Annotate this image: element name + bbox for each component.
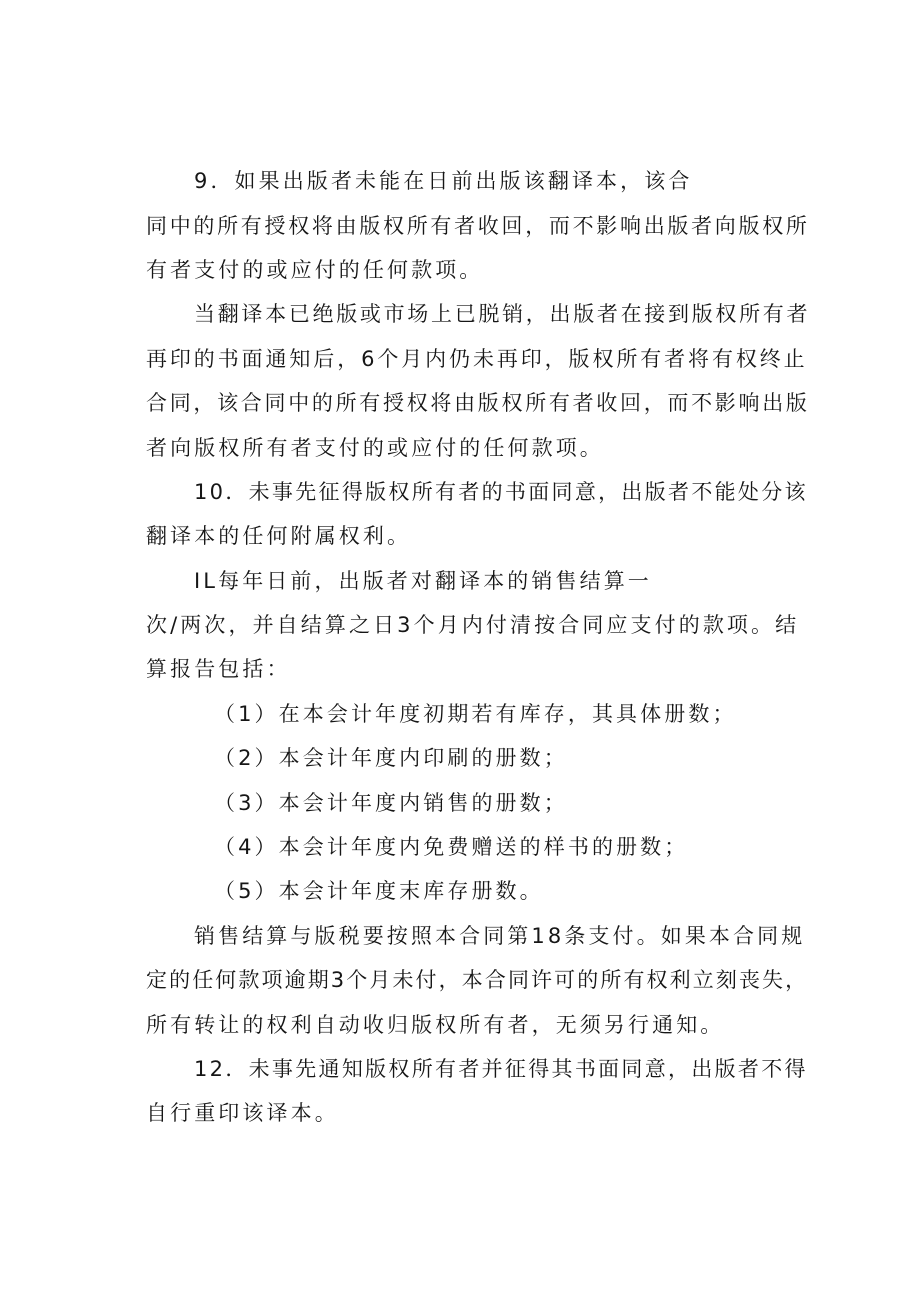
clause-11-line-1: IL每年日前，出版者对翻译本的销售结算一 (194, 569, 652, 593)
clause-9-line-1: 9．如果出版者未能在日前出版该翻译本，该合 (194, 169, 693, 193)
report-item: （5）本会计年度末库存册数。 (214, 879, 544, 903)
clause-9-para2-line-4: 者向版权所有者支付的或应付的任何款项。 (146, 436, 604, 460)
clause-9-line-3: 有者支付的或应付的任何款项。 (146, 258, 484, 282)
report-item: （2）本会计年度内印刷的册数； (214, 746, 568, 770)
clause-9-line-2: 同中的所有授权将由版权所有者收回，而不影响出版者向版权所 (146, 214, 810, 238)
clause-10-line-1: 10．未事先征得版权所有者的书面同意，出版者不能处分该 (194, 480, 808, 504)
clause-12-line-2: 自行重印该译本。 (146, 1101, 339, 1125)
clause-9-para2-line-3: 合同，该合同中的所有授权将由版权所有者收回，而不影响出版 (146, 391, 810, 415)
clause-9-para2-line-1: 当翻译本已绝版或市场上已脱销，出版者在接到版权所有者 (194, 302, 811, 326)
report-item: （3）本会计年度内销售的册数； (214, 791, 568, 815)
clause-11-para2-line-3: 所有转让的权利自动收归版权所有者，无须另行通知。 (146, 1013, 725, 1037)
report-item: （1）在本会计年度初期若有库存，其具体册数； (214, 702, 737, 726)
clause-11-para2-line-1: 销售结算与版税要按照本合同第18条支付。如果本合同规 (194, 924, 806, 948)
clause-12-line-1: 12．未事先通知版权所有者并征得其书面同意，出版者不得 (194, 1057, 808, 1081)
clause-10-line-2: 翻译本的任何附属权利。 (146, 524, 412, 548)
clause-11-line-2: 次/两次，并自结算之日3个月内付清按合同应支付的款项。结 (146, 613, 800, 637)
clause-11-para2-line-2: 定的任何款项逾期3个月未付，本合同许可的所有权利立刻丧失， (146, 968, 809, 992)
clause-11-line-3: 算报告包括： (146, 657, 291, 681)
report-item: （4）本会计年度内免费赠送的样书的册数； (214, 835, 689, 859)
clause-9-para2-line-2: 再印的书面通知后，6个月内仍未再印，版权所有者将有权终止 (146, 347, 808, 371)
